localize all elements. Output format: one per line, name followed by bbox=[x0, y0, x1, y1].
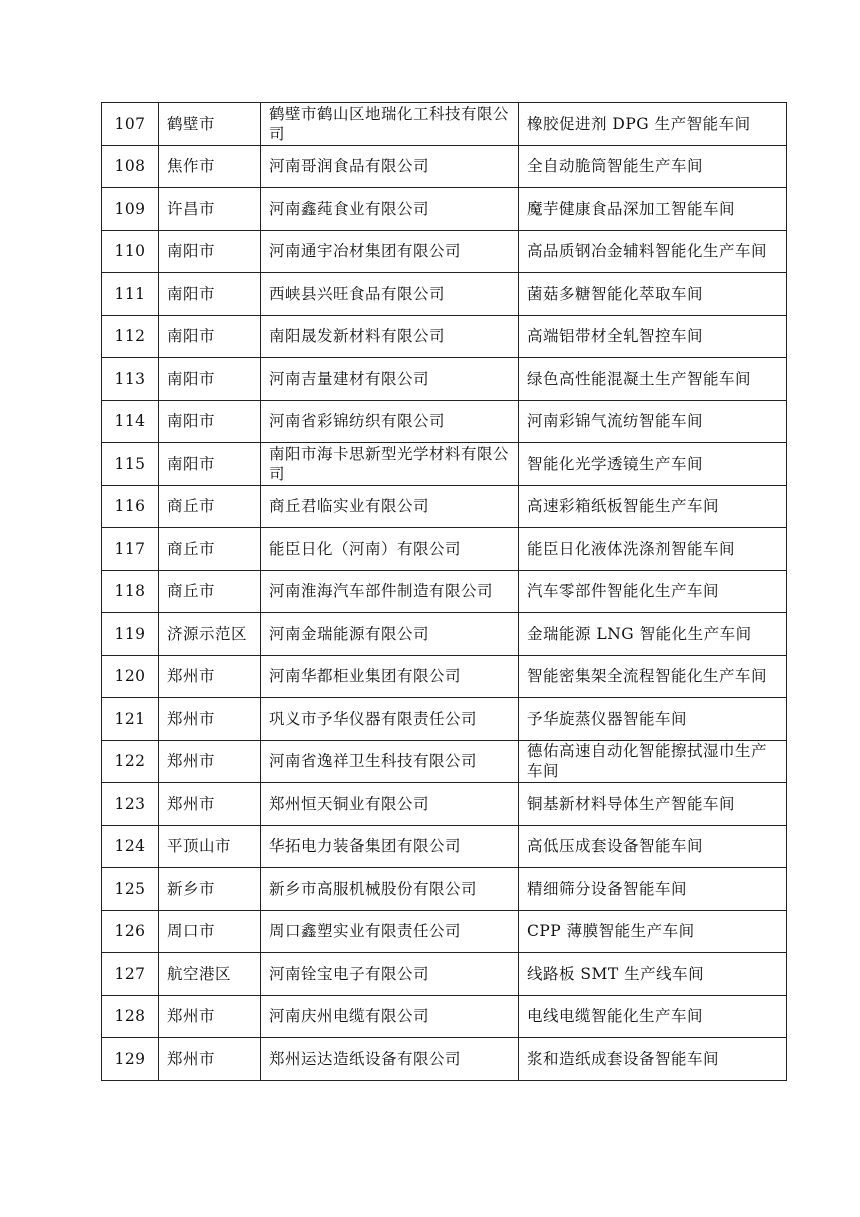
city-cell: 南阳市 bbox=[159, 273, 261, 316]
company-cell: 河南淮海汽车部件制造有限公司 bbox=[261, 570, 519, 613]
company-cell: 周口鑫塑实业有限责任公司 bbox=[261, 910, 519, 953]
table-row bbox=[102, 443, 787, 486]
table-row bbox=[102, 698, 787, 741]
row-number-cell: 115 bbox=[102, 443, 159, 486]
company-cell: 商丘君临实业有限公司 bbox=[261, 485, 519, 528]
row-number-cell: 125 bbox=[102, 868, 159, 911]
project-cell: 高端铝带材全轧智控车间 bbox=[519, 315, 787, 358]
row-number-cell: 110 bbox=[102, 230, 159, 273]
row-number-cell: 120 bbox=[102, 655, 159, 698]
city-cell: 南阳市 bbox=[159, 400, 261, 443]
city-cell: 鹤壁市 bbox=[159, 103, 261, 146]
city-cell: 南阳市 bbox=[159, 315, 261, 358]
row-number-cell: 112 bbox=[102, 315, 159, 358]
table-row bbox=[102, 1038, 787, 1081]
company-cell: 河南庆州电缆有限公司 bbox=[261, 995, 519, 1038]
city-cell: 南阳市 bbox=[159, 230, 261, 273]
city-cell: 新乡市 bbox=[159, 868, 261, 911]
company-cell: 河南哥润食品有限公司 bbox=[261, 145, 519, 188]
row-number-cell: 119 bbox=[102, 613, 159, 656]
project-cell: 魔芋健康食品深加工智能车间 bbox=[519, 188, 787, 231]
table-row bbox=[102, 315, 787, 358]
project-cell: 高低压成套设备智能车间 bbox=[519, 825, 787, 868]
city-cell: 南阳市 bbox=[159, 443, 261, 486]
row-number-cell: 116 bbox=[102, 485, 159, 528]
row-number-cell: 114 bbox=[102, 400, 159, 443]
project-cell: 橡胶促进剂 DPG 生产智能车间 bbox=[519, 103, 787, 146]
company-cell: 华拓电力装备集团有限公司 bbox=[261, 825, 519, 868]
company-cell: 郑州恒天铜业有限公司 bbox=[261, 783, 519, 826]
row-number-cell: 128 bbox=[102, 995, 159, 1038]
table-row bbox=[102, 230, 787, 273]
table-row bbox=[102, 485, 787, 528]
company-cell: 南阳市海卡思新型光学材料有限公司 bbox=[261, 443, 519, 486]
company-cell: 西峡县兴旺食品有限公司 bbox=[261, 273, 519, 316]
table-row bbox=[102, 528, 787, 571]
table-row bbox=[102, 825, 787, 868]
table-row bbox=[102, 570, 787, 613]
company-cell: 河南吉量建材有限公司 bbox=[261, 358, 519, 401]
project-cell: 线路板 SMT 生产线车间 bbox=[519, 953, 787, 996]
project-cell: 菌菇多糖智能化萃取车间 bbox=[519, 273, 787, 316]
company-cell: 能臣日化（河南）有限公司 bbox=[261, 528, 519, 571]
company-cell: 河南省彩锦纺织有限公司 bbox=[261, 400, 519, 443]
project-cell: 电线电缆智能化生产车间 bbox=[519, 995, 787, 1038]
company-cell: 郑州运达造纸设备有限公司 bbox=[261, 1038, 519, 1081]
row-number-cell: 117 bbox=[102, 528, 159, 571]
company-cell: 河南铨宝电子有限公司 bbox=[261, 953, 519, 996]
table-row bbox=[102, 953, 787, 996]
project-cell: 高速彩箱纸板智能生产车间 bbox=[519, 485, 787, 528]
row-number-cell: 107 bbox=[102, 103, 159, 146]
city-cell: 郑州市 bbox=[159, 995, 261, 1038]
city-cell: 焦作市 bbox=[159, 145, 261, 188]
project-cell: 智能化光学透镜生产车间 bbox=[519, 443, 787, 486]
city-cell: 郑州市 bbox=[159, 740, 261, 783]
company-cell: 河南省逸祥卫生科技有限公司 bbox=[261, 740, 519, 783]
project-cell: 予华旋蒸仪器智能车间 bbox=[519, 698, 787, 741]
city-cell: 商丘市 bbox=[159, 528, 261, 571]
company-cell: 鹤壁市鹤山区地瑞化工科技有限公司 bbox=[261, 103, 519, 146]
table-body bbox=[102, 103, 787, 1081]
city-cell: 郑州市 bbox=[159, 1038, 261, 1081]
project-cell: 浆和造纸成套设备智能车间 bbox=[519, 1038, 787, 1081]
project-cell: CPP 薄膜智能生产车间 bbox=[519, 910, 787, 953]
company-cell: 巩义市予华仪器有限责任公司 bbox=[261, 698, 519, 741]
project-cell: 汽车零部件智能化生产车间 bbox=[519, 570, 787, 613]
company-cell: 河南金瑞能源有限公司 bbox=[261, 613, 519, 656]
company-cell: 河南华都柜业集团有限公司 bbox=[261, 655, 519, 698]
city-cell: 商丘市 bbox=[159, 485, 261, 528]
city-cell: 商丘市 bbox=[159, 570, 261, 613]
project-cell: 智能密集架全流程智能化生产车间 bbox=[519, 655, 787, 698]
row-number-cell: 129 bbox=[102, 1038, 159, 1081]
table-row bbox=[102, 273, 787, 316]
row-number-cell: 108 bbox=[102, 145, 159, 188]
table-row bbox=[102, 358, 787, 401]
table-row bbox=[102, 995, 787, 1038]
project-cell: 金瑞能源 LNG 智能化生产车间 bbox=[519, 613, 787, 656]
table-row bbox=[102, 613, 787, 656]
project-cell: 能臣日化液体洗涤剂智能车间 bbox=[519, 528, 787, 571]
workshop-list-table bbox=[101, 102, 787, 1081]
project-cell: 河南彩锦气流纺智能车间 bbox=[519, 400, 787, 443]
table-row bbox=[102, 400, 787, 443]
row-number-cell: 121 bbox=[102, 698, 159, 741]
project-cell: 高品质钢冶金辅料智能化生产车间 bbox=[519, 230, 787, 273]
company-cell: 河南通宇冶材集团有限公司 bbox=[261, 230, 519, 273]
row-number-cell: 122 bbox=[102, 740, 159, 783]
table-row bbox=[102, 783, 787, 826]
row-number-cell: 109 bbox=[102, 188, 159, 231]
company-cell: 河南鑫莼食业有限公司 bbox=[261, 188, 519, 231]
row-number-cell: 124 bbox=[102, 825, 159, 868]
table-row bbox=[102, 655, 787, 698]
city-cell: 郑州市 bbox=[159, 655, 261, 698]
table-row bbox=[102, 910, 787, 953]
table-row bbox=[102, 145, 787, 188]
project-cell: 铜基新材料导体生产智能车间 bbox=[519, 783, 787, 826]
project-cell: 全自动脆筒智能生产车间 bbox=[519, 145, 787, 188]
table-row bbox=[102, 188, 787, 231]
city-cell: 平顶山市 bbox=[159, 825, 261, 868]
project-cell: 绿色高性能混凝土生产智能车间 bbox=[519, 358, 787, 401]
city-cell: 许昌市 bbox=[159, 188, 261, 231]
city-cell: 济源示范区 bbox=[159, 613, 261, 656]
table-row bbox=[102, 103, 787, 146]
city-cell: 航空港区 bbox=[159, 953, 261, 996]
row-number-cell: 113 bbox=[102, 358, 159, 401]
city-cell: 郑州市 bbox=[159, 783, 261, 826]
city-cell: 郑州市 bbox=[159, 698, 261, 741]
project-cell: 精细筛分设备智能车间 bbox=[519, 868, 787, 911]
table-row bbox=[102, 868, 787, 911]
row-number-cell: 118 bbox=[102, 570, 159, 613]
row-number-cell: 123 bbox=[102, 783, 159, 826]
city-cell: 周口市 bbox=[159, 910, 261, 953]
project-cell: 德佑高速自动化智能擦拭湿巾生产车间 bbox=[519, 740, 787, 783]
row-number-cell: 111 bbox=[102, 273, 159, 316]
company-cell: 南阳晟发新材料有限公司 bbox=[261, 315, 519, 358]
city-cell: 南阳市 bbox=[159, 358, 261, 401]
table-row bbox=[102, 740, 787, 783]
row-number-cell: 126 bbox=[102, 910, 159, 953]
row-number-cell: 127 bbox=[102, 953, 159, 996]
company-cell: 新乡市高服机械股份有限公司 bbox=[261, 868, 519, 911]
